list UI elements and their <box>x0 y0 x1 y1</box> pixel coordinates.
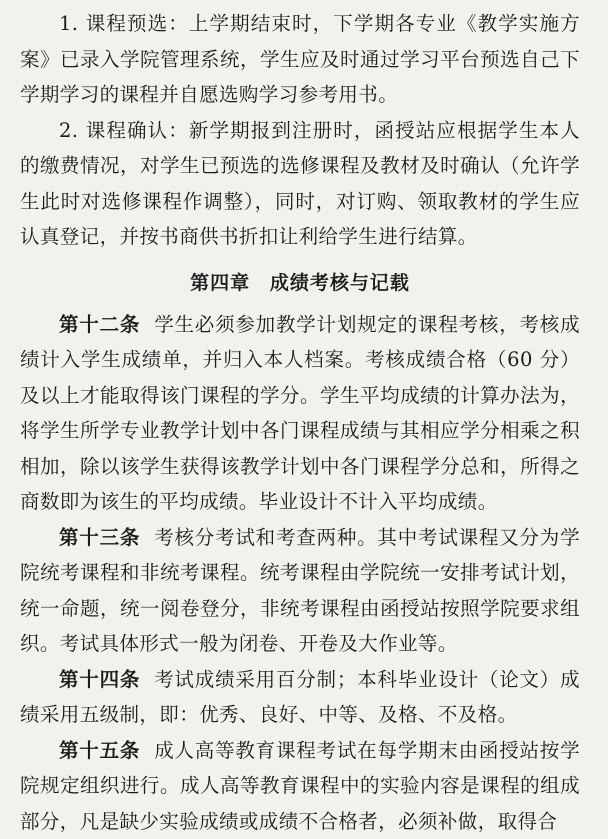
article-text: 考试成绩采用百分制；本科毕业设计（论文）成绩采用五级制，即：优秀、良好、中等、及格、不及格。 <box>20 668 580 727</box>
chapter-number: 第四章 <box>190 272 250 294</box>
article-14 <box>20 662 580 733</box>
article-12 <box>20 307 580 520</box>
article-13 <box>20 520 580 662</box>
article-label: 第十五条 <box>59 739 140 762</box>
article-text: 考核分考试和考查两种。其中考试课程又分为学院统考课程和非统考课程。统考课程由学院统一安排考试计划，统一命题，统一阅卷登分，非统考课程由函授站按照学院要求组织。考试具体形式一般为闭卷、开卷及大作业等。 <box>20 526 580 656</box>
article-label: 第十四条 <box>59 668 140 691</box>
article-text: 成人高等教育课程考试在每学期末由函授站按学院规定组织进行。成人高等教育课程中的实验内容是课程的组成部分，凡是缺少实验成绩或成绩不合格者，必须补做，取得合 <box>20 739 580 833</box>
article-label: 第十三条 <box>59 526 140 549</box>
chapter-title: 成绩考核与记载 <box>270 272 410 294</box>
article-text: 学生必须参加教学计划规定的课程考核，考核成绩计入学生成绩单，并归入本人档案。考核成绩合格（60 分）及以上才能取得该门课程的学分。学生平均成绩的计算办法为，将学生所学专业教学计划中各门课程成绩与其相应学分相乘之积相加，除以该学生获得该教学计划中各门课程学分总和，所得之商数即为该生的平均成绩。毕业设计不计入平均成绩。 <box>20 313 580 514</box>
article-label: 第十二条 <box>59 313 140 336</box>
paragraph-course-preselection: 1. 课程预选：上学期结束时，下学期各专业《教学实施方案》已录入学院管理系统，学生应及时通过学习平台预选自己下学期学习的课程并自愿选购学习参考用书。 <box>20 6 580 113</box>
article-15 <box>20 733 580 839</box>
chapter-heading <box>20 263 580 303</box>
paragraph-course-confirmation: 2. 课程确认：新学期报到注册时，函授站应根据学生本人的缴费情况，对学生已预选的选修课程及教材及时确认（允许学生此时对选修课程作调整），同时，对订购、领取教材的学生应认真登记，并按书商供书折扣让利给学生进行结算。 <box>20 113 580 255</box>
